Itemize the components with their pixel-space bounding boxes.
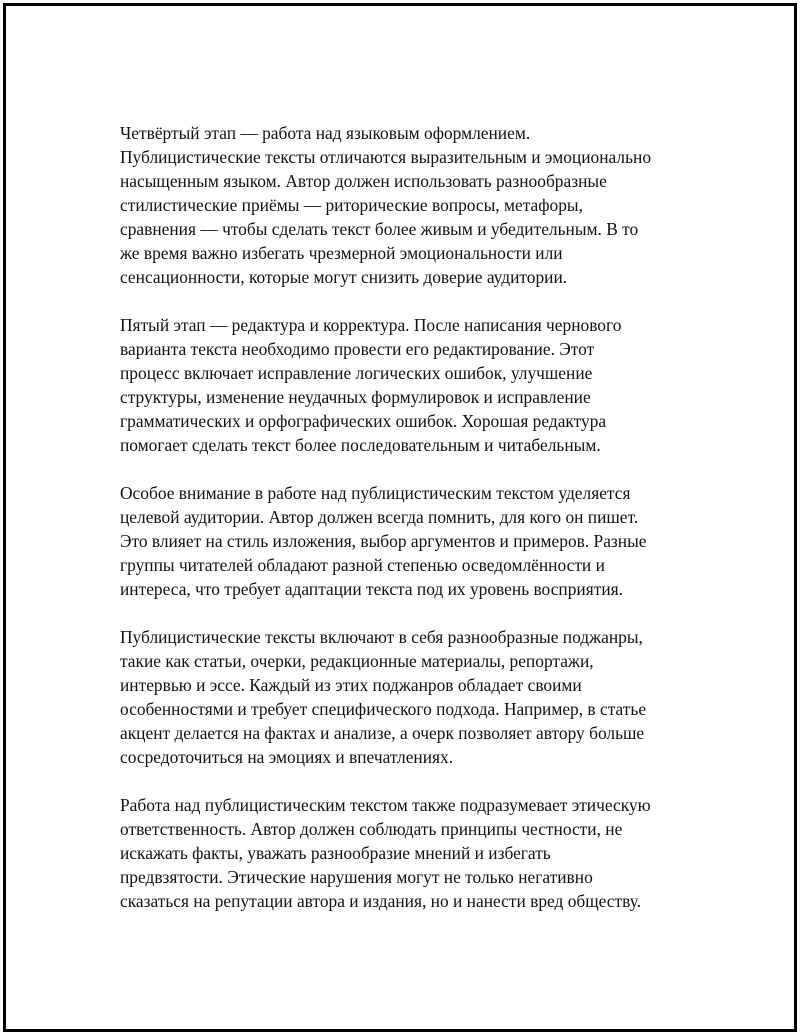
text-line: интервью и эссе. Каждый из этих поджанров обладает своими: [120, 675, 582, 695]
paragraph-2: [120, 313, 700, 457]
text-line: акцент делается на фактах и анализе, а очерк позволяет автору больше: [120, 723, 645, 743]
text-line: сравнения — чтобы сделать текст более живым и убедительным. В то: [120, 219, 639, 239]
paragraph-5: [120, 793, 700, 913]
page-frame: [3, 3, 797, 1032]
paragraph-1: [120, 121, 700, 289]
text-line: варианта текста необходимо провести его редактирование. Этот: [120, 339, 595, 359]
paragraph-3: [120, 481, 700, 601]
text-line: Особое внимание в работе над публицистическим текстом уделяется: [120, 483, 631, 503]
text-line: предвзятости. Этические нарушения могут не только негативно: [120, 867, 593, 887]
text-line: процесс включает исправление логических ошибок, улучшение: [120, 363, 593, 383]
text-line: структуры, изменение неудачных формулировок и исправление: [120, 387, 591, 407]
text-line: насыщенным языком. Автор должен использовать разнообразные: [120, 171, 607, 191]
text-line: такие как статьи, очерки, редакционные материалы, репортажи,: [120, 651, 594, 671]
text-line: целевой аудитории. Автор должен всегда помнить, для кого он пишет.: [120, 507, 639, 527]
text-line: сосредоточиться на эмоциях и впечатлениях.: [120, 747, 454, 767]
text-line: Публицистические тексты включают в себя разнообразные поджанры,: [120, 627, 643, 647]
text-line: особенностями и требует специфического подхода. Например, в статье: [120, 699, 647, 719]
text-line: группы читателей обладают разной степенью осведомлённости и: [120, 555, 605, 575]
document-body: [120, 121, 700, 937]
text-line: сенсационности, которые могут снизить доверие аудитории.: [120, 267, 568, 287]
text-line: же время важно избегать чрезмерной эмоциональности или: [120, 243, 563, 263]
text-line: Пятый этап — редактура и корректура. После написания чернового: [120, 315, 622, 335]
text-line: стилистические приёмы — риторические вопросы, метафоры,: [120, 195, 583, 215]
text-line: помогает сделать текст более последовательным и читабельным.: [120, 435, 601, 455]
text-line: грамматических и орфографических ошибок. Хорошая редактура: [120, 411, 607, 431]
text-line: сказаться на репутации автора и издания, но и нанести вред обществу.: [120, 891, 642, 911]
text-line: ответственность. Автор должен соблюдать принципы честности, не: [120, 819, 623, 839]
text-line: искажать факты, уважать разнообразие мнений и избегать: [120, 843, 551, 863]
text-line: интереса, что требует адаптации текста под их уровень восприятия.: [120, 579, 623, 599]
text-line: Работа над публицистическим текстом также подразумевает этическую: [120, 795, 651, 815]
paragraph-4: [120, 625, 700, 769]
text-line: Это влияет на стиль изложения, выбор аргументов и примеров. Разные: [120, 531, 647, 551]
text-line: Публицистические тексты отличаются выразительным и эмоционально: [120, 147, 652, 167]
text-line: Четвёртый этап — работа над языковым оформлением.: [120, 123, 531, 143]
